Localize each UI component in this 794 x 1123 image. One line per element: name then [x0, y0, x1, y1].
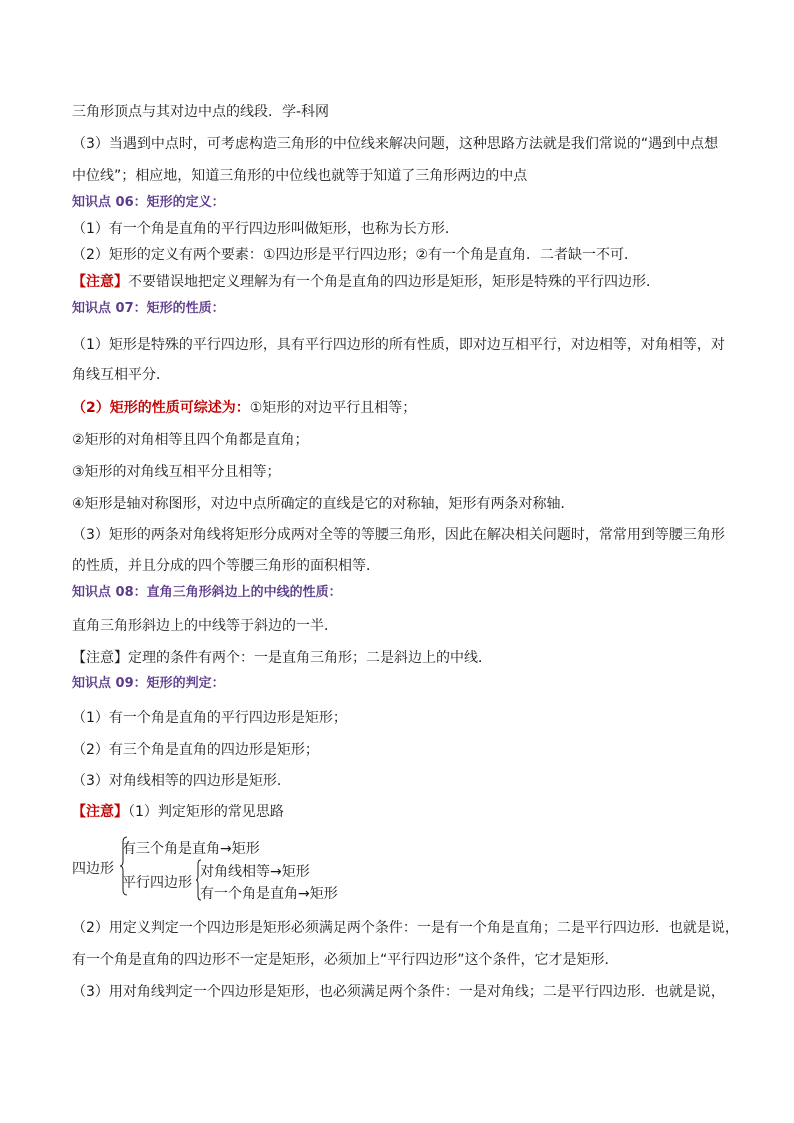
- text-line: 中位线”；相应地，知道三角形的中位线也就等于知道了三角形两边的中点: [72, 168, 528, 184]
- text-line: （3）用对角线判定一个四边形是矩形，也必须满足两个条件：一是对角线；二是平行四边形．也就是说，: [72, 984, 725, 1000]
- classification-tree: [72, 836, 372, 902]
- note-text: （1）判定矩形的常见思路: [128, 804, 284, 820]
- note-text: 不要错误地把定义理解为有一个角是直角的四边形是矩形，矩形是特殊的平行四边形．: [128, 274, 660, 290]
- text-line: [72, 399, 416, 417]
- tree-leaf: 对角线相等→矩形: [200, 864, 310, 880]
- tree-branch: 有三个角是直角→矩形: [122, 841, 260, 857]
- text-line: ④矩形是轴对称图形，对边中点所确定的直线是它的对称轴，矩形有两条对称轴．: [72, 496, 575, 512]
- text-line: （1）有一个角是直角的平行四边形是矩形；: [72, 710, 347, 726]
- text-line: （3）对角线相等的四边形是矩形．: [72, 773, 291, 789]
- text-line: （3）当遇到中点时，可考虑构造三角形的中位线来解决问题，这种思路方法就是我们常说的“遇到中点想: [72, 136, 719, 152]
- section-heading: 知识点 09：矩形的判定：: [72, 676, 225, 691]
- text-line: 有一个角是直角的四边形不一定是矩形，必须加上“平行四边形”这个条件，它才是矩形．: [72, 952, 619, 968]
- text-line: 【注意】定理的条件有两个：一是直角三角形；二是斜边上的中线．: [72, 650, 492, 666]
- section-heading: 知识点 06：矩形的定义：: [72, 195, 225, 210]
- note-line: [72, 803, 284, 821]
- text-line: （1）有一个角是直角的平行四边形叫做矩形，也称为长方形．: [72, 221, 459, 237]
- text-span: ①矩形的对边平行且相等；: [249, 400, 417, 416]
- text-line: （1）矩形是特殊的平行四边形，具有平行四边形的所有性质，即对边互相平行，对边相等，对角相等，对: [72, 337, 725, 353]
- note-tag: 【注意】: [72, 804, 128, 820]
- tree-branch: 平行四边形: [122, 875, 192, 891]
- text-line: 三角形顶点与其对边中点的线段．学-科网: [72, 104, 330, 120]
- note-tag: 【注意】: [72, 274, 128, 290]
- section-heading: 知识点 07：矩形的性质：: [72, 301, 225, 316]
- note-line: [72, 273, 660, 291]
- text-line: （3）矩形的两条对角线将矩形分成两对全等的等腰三角形，因此在解决相关问题时，常常用到等腰三角形: [72, 527, 725, 543]
- text-line: ②矩形的对角相等且四个角都是直角；: [72, 432, 309, 448]
- text-line: 角线互相平分．: [72, 367, 170, 383]
- emphasis-label: （2）矩形的性质可综述为：: [72, 400, 250, 416]
- text-line: （2）有三个角是直角的四边形是矩形；: [72, 742, 319, 758]
- text-line: （2）矩形的定义有两个要素：①四边形是平行四边形；②有一个角是直角．二者缺一不可．: [72, 247, 639, 263]
- text-line: 的性质，并且分成的四个等腰三角形的面积相等．: [72, 558, 380, 574]
- section-heading: 知识点 08：直角三角形斜边上的中线的性质：: [72, 585, 342, 600]
- tree-leaf: 有一个角是直角→矩形: [200, 886, 338, 902]
- text-line: 直角三角形斜边上的中线等于斜边的一半．: [72, 618, 338, 634]
- tree-root: 四边形: [72, 861, 114, 877]
- text-line: （2）用定义判定一个四边形是矩形必须满足两个条件：一是有一个角是直角；二是平行四边形．也就是说，: [72, 920, 739, 936]
- text-line: ③矩形的对角线互相平分且相等；: [72, 464, 281, 480]
